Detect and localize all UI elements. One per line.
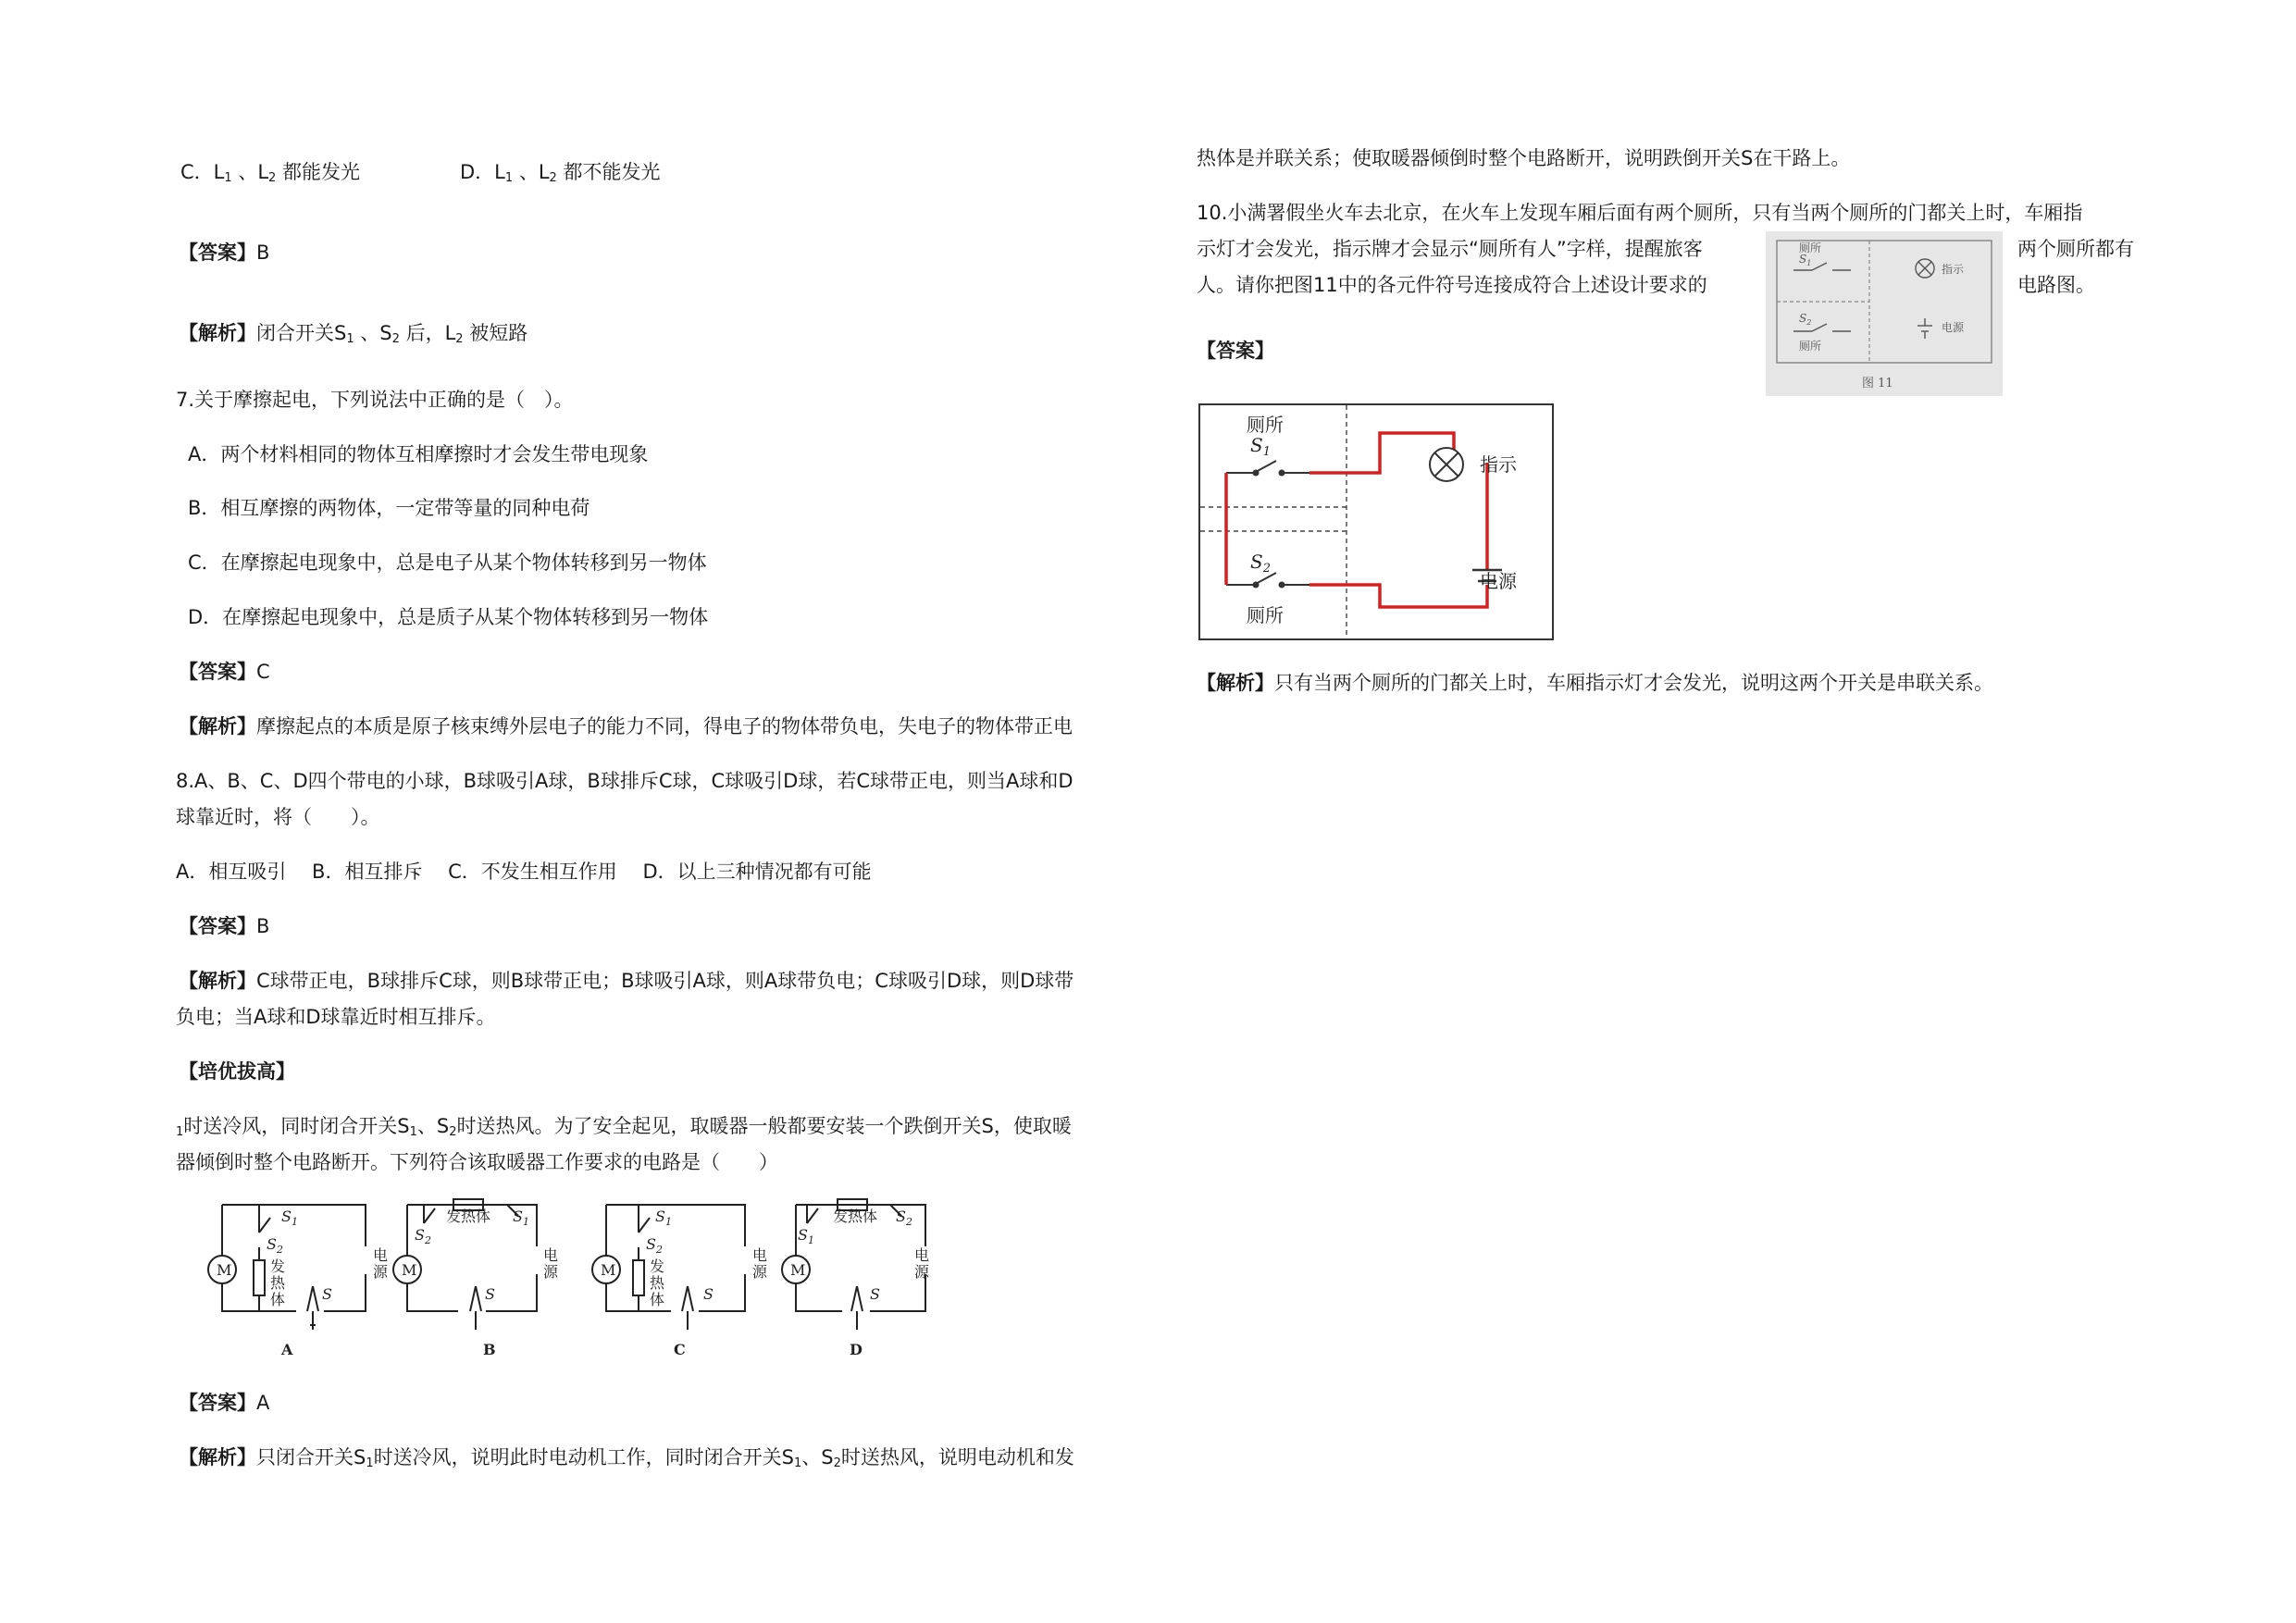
power-label-a-2: 源: [373, 1263, 389, 1281]
s2-label-c: $S_2$: [646, 1235, 663, 1256]
motor-label-b: M: [402, 1261, 417, 1279]
diagram-label-a: A: [281, 1341, 293, 1358]
fig11-toilet-top: 厕所: [1799, 242, 1822, 254]
heater-label-a-2: 热: [270, 1274, 286, 1292]
q9-answer: 【答案】A: [179, 1392, 270, 1414]
q6-option-c: C．$L_1$ 、$L_2$ 都能发光: [180, 161, 360, 185]
diagram-label-b: B: [483, 1341, 496, 1358]
diagram-label-c: C: [674, 1341, 686, 1358]
power-label-d-1: 电: [914, 1246, 930, 1264]
motor-label-a: M: [217, 1261, 232, 1279]
q10-answer: 【答案】: [1197, 340, 1274, 362]
power-label-b-1: 电: [543, 1246, 559, 1264]
power-label-b-2: 源: [543, 1263, 559, 1281]
q10-line3a: 人。请你把图11中的各元件符号连接成符合上述设计要求的: [1197, 274, 1707, 296]
tilt-switch-label-a: S: [322, 1285, 332, 1303]
q8-stem-line1: 8.A、B、C、D四个带电的小球，B球吸引A球，B球排斥C球，C球吸引D球，若C球带正电，则当A球和D: [176, 770, 1074, 792]
power-label-c-2: 源: [752, 1263, 768, 1281]
q10-answer-circuit: [1198, 403, 1554, 640]
q9-circuit-diagrams: [204, 1196, 944, 1362]
s1-label-b: $S_1$: [513, 1208, 529, 1228]
q9-analysis-continued: 热体是并联关系；使取暖器倾倒时整个电路断开，说明跌倒开关S在干路上。: [1197, 147, 1851, 169]
q9-stem-line2: 器倾倒时整个电路断开。下列符合该取暖器工作要求的电路是（ ）: [176, 1151, 778, 1173]
s1-label-a: $S_1$: [281, 1208, 298, 1228]
s1-label-d: $S_1$: [798, 1226, 814, 1246]
answer-toilet-bottom: 厕所: [1247, 604, 1284, 626]
fig11-s1: $S_1$: [1799, 253, 1812, 267]
q10-line3b: 电路图。: [2017, 274, 2095, 296]
q10-line1: 10.小满署假坐火车去北京，在火车上发现车厢后面有两个厕所，只有当两个厕所的门都关上时，车厢指: [1197, 202, 2083, 224]
answer-indicator: 指示: [1480, 453, 1517, 476]
q8-answer: 【答案】B: [179, 915, 270, 937]
heater-label-d: 发热体: [833, 1208, 878, 1225]
fig11-power: 电源: [1942, 321, 1965, 334]
heater-label-c-3: 体: [650, 1291, 665, 1308]
s2-label-d: $S_2$: [896, 1208, 912, 1228]
figure-11: [1766, 231, 2003, 396]
section-title: 【培优拔高】: [179, 1060, 295, 1083]
q7-option-c: C．在摩擦起电现象中，总是电子从某个物体转移到另一物体: [188, 551, 707, 574]
q8-analysis-line2: 负电；当A球和D球靠近时相互排斥。: [176, 1006, 496, 1028]
q10-line2b: 两个厕所都有: [2017, 238, 2134, 260]
q7-option-d: D．在摩擦起电现象中，总是质子从某个物体转移到另一物体: [188, 606, 709, 628]
power-label-a-1: 电: [373, 1246, 389, 1264]
motor-label-c: M: [601, 1261, 616, 1279]
q6-option-d: D．$L_1$ 、$L_2$ 都不能发光: [460, 161, 661, 185]
motor-label-d: M: [790, 1261, 806, 1279]
q7-analysis: 【解析】摩擦起点的本质是原子核束缚外层电子的能力不同，得电子的物体带负电，失电子的物体带正电: [179, 715, 1073, 737]
heater-label-c-2: 热: [650, 1274, 665, 1292]
answer-s2: $S_2$: [1250, 551, 1271, 576]
tilt-switch-label-d: S: [870, 1285, 880, 1303]
fig11-toilet-bottom: 厕所: [1799, 340, 1822, 353]
diagram-label-d: D: [850, 1341, 863, 1358]
heater-label-a-1: 发: [270, 1258, 286, 1275]
fig11-caption: 图 11: [1862, 377, 1893, 390]
q7-option-b: B．相互摩擦的两物体，一定带等量的同种电荷: [188, 497, 590, 519]
answer-s1: $S_1$: [1250, 434, 1271, 459]
power-label-d-2: 源: [914, 1263, 930, 1281]
tilt-switch-label-b: S: [485, 1285, 495, 1303]
right-column: [1148, 0, 2296, 1623]
s2-label-b: $S_2$: [415, 1226, 431, 1246]
heater-label-b: 发热体: [446, 1208, 491, 1225]
s1-label-c: $S_1$: [655, 1208, 672, 1228]
heater-label-c-1: 发: [650, 1258, 665, 1275]
q10-line2a: 示灯才会发光，指示牌才会显示“厕所有人”字样，提醒旅客: [1197, 238, 1703, 260]
tilt-switch-label-c: S: [703, 1285, 714, 1303]
q7-stem: 7.关于摩擦起电，下列说法中正确的是（ ）。: [176, 389, 574, 411]
q8-options: A．相互吸引 B．相互排斥 C．不发生相互作用 D．以上三种情况都有可能: [176, 861, 872, 883]
q10-analysis: 【解析】只有当两个厕所的门都关上时，车厢指示灯才会发光，说明这两个开关是串联关系。: [1197, 672, 1993, 694]
q9-stem-line1: $_1$时送冷风，同时闭合开关$S_1$、$S_2$时送热风。为了安全起见，取暖器一般都要安装一个跌倒开关S，使取暖: [176, 1115, 1072, 1139]
q9-analysis: 【解析】只闭合开关$S_1$时送冷风，说明此时电动机工作，同时闭合开关$S_1$、$S_2$时送热风，说明电动机和发: [179, 1446, 1074, 1470]
heater-label-a-3: 体: [270, 1291, 286, 1308]
q7-option-a: A．两个材料相同的物体互相摩擦时才会发生带电现象: [188, 443, 649, 465]
q8-analysis-line1: 【解析】C球带正电，B球排斥C球，则B球带正电；B球吸引A球，则A球带负电；C球吸引D球，则D球带: [179, 970, 1074, 992]
q8-stem-line2: 球靠近时，将（ ）。: [176, 806, 380, 828]
answer-toilet-top: 厕所: [1247, 414, 1284, 436]
q6-analysis: 【解析】闭合开关$S_1$ 、$S_2$ 后，$L_2$ 被短路: [179, 322, 528, 346]
s2-label-a: $S_2$: [267, 1235, 283, 1256]
fig11-indicator: 指示: [1942, 263, 1965, 276]
answer-power: 电源: [1480, 570, 1517, 592]
power-label-c-1: 电: [752, 1246, 768, 1264]
q7-answer: 【答案】C: [179, 661, 270, 683]
fig11-s2: $S_2$: [1799, 312, 1812, 327]
q6-answer: 【答案】B: [179, 242, 270, 264]
